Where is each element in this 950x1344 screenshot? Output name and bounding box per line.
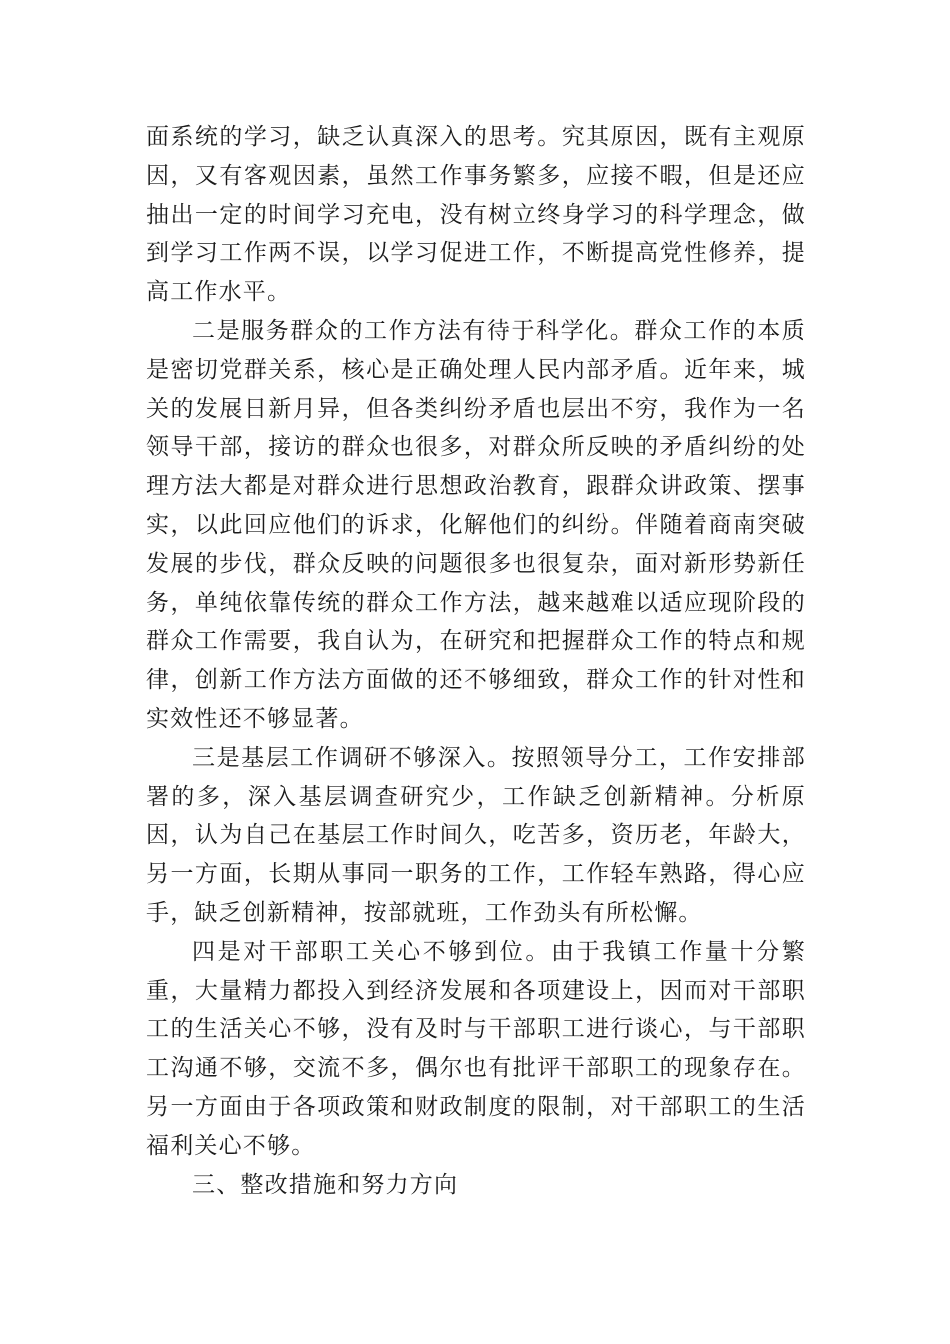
section-heading: 三、整改措施和努力方向 — [192, 1171, 459, 1198]
paragraph-continued: 面系统的学习，缺乏认真深入的思考。究其原因，既有主观原因，又有客观因素，虽然工作事务繁多，应接不暇，但是还应抽出一定的时间学习充电，没有树立终身学习的科学理念，做到学习工作两不误，以学习促进工作，不断提高党性修养，提高工作水平。 — [146, 124, 806, 306]
paragraph-grassroots-research: 三是基层工作调研不够深入。按照领导分工，工作安排部署的多，深入基层调查研究少，工作缺乏创新精神。分析原因，认为自己在基层工作时间久，吃苦多，资历老，年龄大，另一方面，长期从事同一职务的工作，工作轻车熟路，得心应手，缺乏创新精神，按部就班，工作劲头有所松懈。 — [146, 744, 806, 926]
document-page — [146, 118, 806, 1204]
paragraph-service-methods: 二是服务群众的工作方法有待于科学化。群众工作的本质是密切党群关系，核心是正确处理人民内部矛盾。近年来，城关的发展日新月异，但各类纠纷矛盾也层出不穷，我作为一名领导干部，接访的群众也很多，对群众所反映的矛盾纠纷的处理方法大都是对群众进行思想政治教育，跟群众讲政策、摆事实，以此回应他们的诉求，化解他们的纠纷。伴随着商南突破发展的步伐，群众反映的问题很多也很复杂，面对新形势新任务，单纯依靠传统的群众工作方法，越来越难以适应现阶段的群众工作需要，我自认为，在研究和把握群众工作的特点和规律，创新工作方法方面做的还不够细致，群众工作的针对性和实效性还不够显著。 — [146, 317, 806, 732]
paragraph-staff-care: 四是对干部职工关心不够到位。由于我镇工作量十分繁重，大量精力都投入到经济发展和各项建设上，因而对干部职工的生活关心不够，没有及时与干部职工进行谈心，与干部职工沟通不够，交流不多，偶尔也有批评干部职工的现象存在。另一方面由于各项政策和财政制度的限制，对干部职工的生活福利关心不够。 — [146, 938, 806, 1159]
